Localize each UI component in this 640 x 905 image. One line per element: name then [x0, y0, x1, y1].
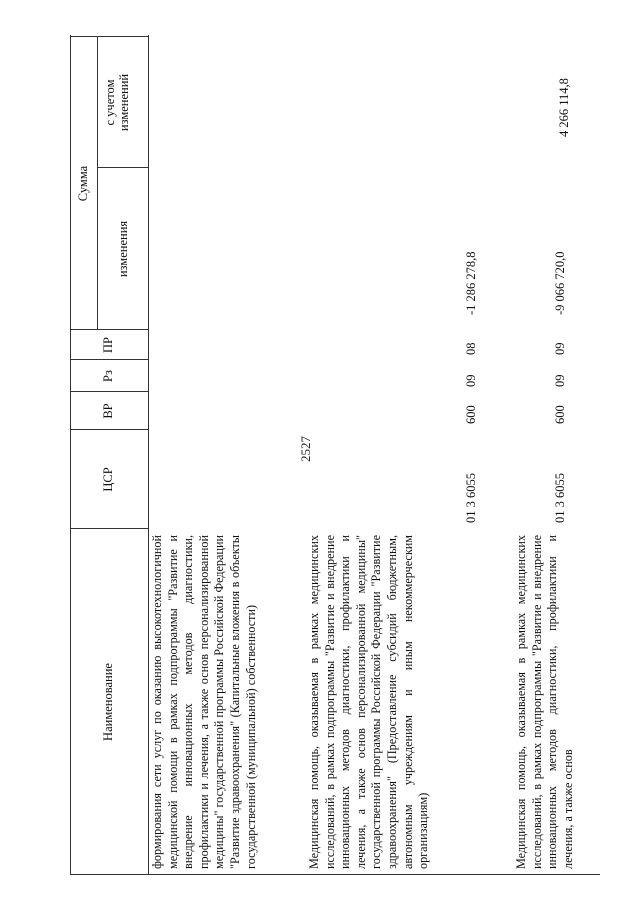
header-sum: Сумма [76, 165, 90, 202]
budget-table [70, 35, 600, 875]
header-pr: ПР [101, 337, 115, 353]
header-with-changes-2: изменений [117, 73, 131, 132]
page-number-text: 2527 [298, 436, 313, 462]
row-3-name: Медицинская помощь, оказываемая в рамках медицинских исследований, в рамках подпрограммы "Развитие и внедрение инновационных методов диагностики, профилактики и лечения, а также основ [514, 535, 575, 869]
header-csr: ЦСР [101, 467, 115, 492]
row-2-total: 4 266 114,8 [557, 78, 571, 137]
header-rz: Рз [101, 370, 115, 382]
row-3-csr: 01 3 6055 [553, 473, 567, 523]
row-3-rz: 09 [553, 374, 567, 387]
row-2-pr: 08 [464, 342, 478, 355]
header-changes: изменения [116, 220, 130, 278]
table-border-left [70, 874, 600, 875]
sum-sub-line [97, 37, 98, 330]
row-3-change: -9 066 720,0 [553, 251, 567, 315]
row-2-change: -1 286 278,8 [464, 251, 478, 315]
table-border-top [70, 35, 71, 875]
row-2-csr: 01 3 6055 [464, 473, 478, 523]
row-2-name: Медицинская помощь, оказываемая в рамках медицинских исследований, в рамках подпрограммы "Развитие и внедрение инновационных методов диагностики, профилактики и лечения, а также основ персонализированной медицины" государственной программы Российской Федерации "Развитие здравоохранения" (Предоставление субсидий бюджетным, автономным учреждениям и иным некоммерческим организациям) [307, 535, 431, 869]
row-3-vr: 600 [553, 405, 567, 424]
header-name: Наименование [101, 663, 115, 741]
row-2-vr: 600 [464, 405, 478, 424]
row-1-name: формирования сети услуг по оказанию высокотехнологичной медицинской помощи в рамках подпрограммы "Развитие и внедрение инновационных методов диагностики, профилактики и лечения, а также основ персонализированной медицины" государственной программы Российской Федерации "Развитие здравоохранения" (Капитальные вложения в объекты государственной (муниципальной) собственности) [150, 535, 258, 869]
header-vr: ВР [101, 403, 115, 419]
header-with-changes-1: с учетом [103, 79, 117, 126]
row-2-rz: 09 [464, 374, 478, 387]
header-bottom-line [148, 35, 149, 875]
row-3-pr: 09 [553, 342, 567, 355]
